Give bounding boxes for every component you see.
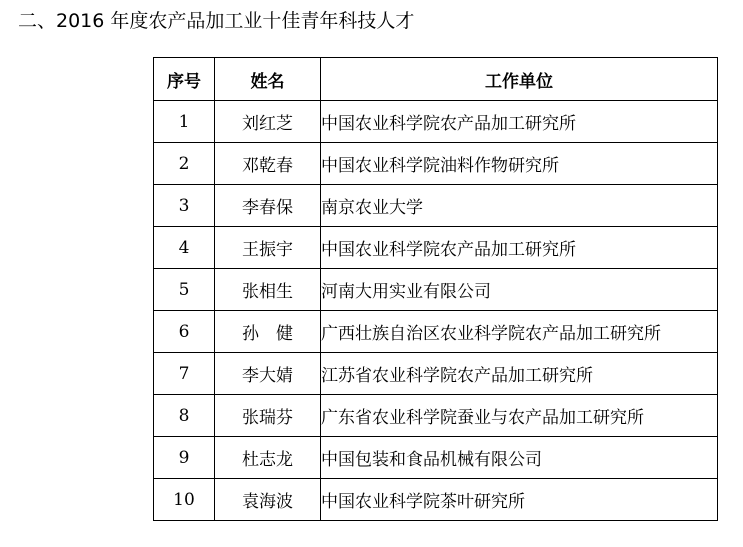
row-number: 7 bbox=[154, 353, 215, 395]
row-name: 袁海波 bbox=[215, 479, 321, 521]
header-number: 序号 bbox=[154, 58, 215, 101]
table-row bbox=[154, 227, 718, 269]
row-number: 9 bbox=[154, 437, 215, 479]
row-name: 孙 健 bbox=[215, 311, 321, 353]
row-number: 10 bbox=[154, 479, 215, 521]
header-work-unit: 工作单位 bbox=[321, 58, 718, 101]
row-number: 1 bbox=[154, 101, 215, 143]
table-row bbox=[154, 101, 718, 143]
table-row bbox=[154, 143, 718, 185]
row-name: 刘红芝 bbox=[215, 101, 321, 143]
row-work-unit: 江苏省农业科学院农产品加工研究所 bbox=[321, 353, 718, 395]
row-number: 4 bbox=[154, 227, 215, 269]
row-name: 李春保 bbox=[215, 185, 321, 227]
table-row bbox=[154, 395, 718, 437]
talent-table bbox=[153, 57, 718, 521]
row-number: 8 bbox=[154, 395, 215, 437]
table-header-row bbox=[154, 58, 718, 101]
row-name: 张瑞芬 bbox=[215, 395, 321, 437]
table-row bbox=[154, 311, 718, 353]
row-number: 3 bbox=[154, 185, 215, 227]
row-name: 李大婧 bbox=[215, 353, 321, 395]
row-work-unit: 中国包装和食品机械有限公司 bbox=[321, 437, 718, 479]
table-row bbox=[154, 479, 718, 521]
row-number: 2 bbox=[154, 143, 215, 185]
row-name: 张相生 bbox=[215, 269, 321, 311]
row-work-unit: 广西壮族自治区农业科学院农产品加工研究所 bbox=[321, 311, 718, 353]
row-work-unit: 广东省农业科学院蚕业与农产品加工研究所 bbox=[321, 395, 718, 437]
table-row bbox=[154, 437, 718, 479]
row-name: 邓乾春 bbox=[215, 143, 321, 185]
row-name: 王振宇 bbox=[215, 227, 321, 269]
row-work-unit: 南京农业大学 bbox=[321, 185, 718, 227]
header-name: 姓名 bbox=[215, 58, 321, 101]
row-number: 5 bbox=[154, 269, 215, 311]
table-row bbox=[154, 353, 718, 395]
row-work-unit: 河南大用实业有限公司 bbox=[321, 269, 718, 311]
row-work-unit: 中国农业科学院农产品加工研究所 bbox=[321, 227, 718, 269]
table-row bbox=[154, 269, 718, 311]
row-work-unit: 中国农业科学院茶叶研究所 bbox=[321, 479, 718, 521]
row-work-unit: 中国农业科学院油料作物研究所 bbox=[321, 143, 718, 185]
row-number: 6 bbox=[154, 311, 215, 353]
row-name: 杜志龙 bbox=[215, 437, 321, 479]
row-work-unit: 中国农业科学院农产品加工研究所 bbox=[321, 101, 718, 143]
table-row bbox=[154, 185, 718, 227]
section-heading: 二、2016 年度农产品加工业十佳青年科技人才 bbox=[18, 10, 415, 32]
